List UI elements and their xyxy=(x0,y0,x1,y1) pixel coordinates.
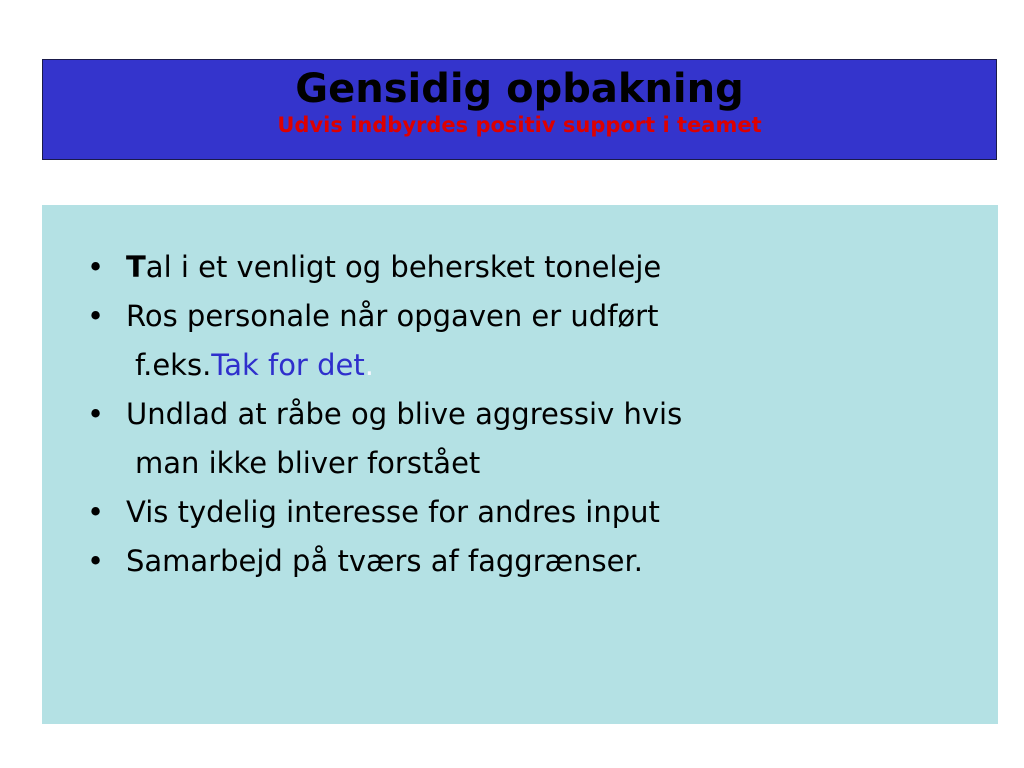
bullet-text xyxy=(126,243,661,292)
bullet-text-continuation: man ikke bliver forstået xyxy=(135,446,481,480)
bullet-icon: • xyxy=(87,544,105,578)
content-panel xyxy=(42,205,998,724)
bullet-text: Vis tydelig interesse for andres input xyxy=(126,495,660,529)
bullet-icon: • xyxy=(87,495,105,529)
bullet-text: Ros personale når opgaven er udført xyxy=(126,299,659,333)
slide-title: Gensidig opbakning xyxy=(295,66,744,112)
example-prefix: f.eks. xyxy=(135,348,212,382)
bullet-text-rest: al i et venligt og behersket toneleje xyxy=(145,250,662,284)
slide-subtitle: Udvis indbyrdes positiv support i teamet xyxy=(277,113,762,137)
bullet-icon: • xyxy=(87,397,105,431)
bullet-first-letter: T xyxy=(126,250,146,284)
bullet-text: Samarbejd på tværs af faggrænser. xyxy=(126,544,643,578)
bullet-icon: • xyxy=(87,299,105,333)
example-dot: . xyxy=(364,348,374,382)
title-banner xyxy=(42,59,997,160)
bullet-icon: • xyxy=(87,250,105,284)
bullet-text: Undlad at råbe og blive aggressiv hvis xyxy=(126,397,683,431)
example-highlight: Tak for det xyxy=(211,348,365,382)
example-text xyxy=(135,341,374,390)
